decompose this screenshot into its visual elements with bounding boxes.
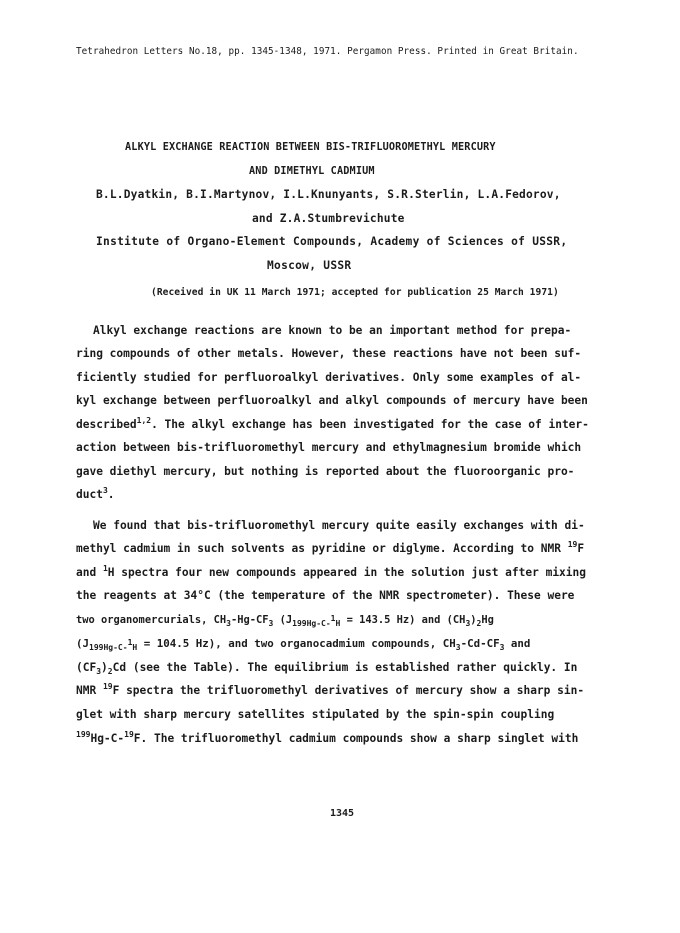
paragraph-2-line-2: methyl cadmium in such solvents as pyridine or diglyme. According to NMR $^{19}$F	[76, 540, 585, 555]
article-title-line-1: ALKYL EXCHANGE REACTION BETWEEN BIS-TRIFLUOROMETHYL MERCURY	[125, 142, 496, 153]
journal-citation-header: Tetrahedron Letters No.18, pp. 1345-1348, 1971. Pergamon Press. Printed in Great Britain.	[76, 46, 579, 57]
paragraph-1-line-1: Alkyl exchange reactions are known to be an important method for prepa-	[93, 324, 572, 337]
paragraph-2-line-7: $(CF_3)_2Cd$ (see the Table). The equilibrium is established rather quickly. In	[76, 661, 578, 676]
paragraph-1-line-3: ficiently studied for perfluoroalkyl derivatives. Only some examples of al-	[76, 371, 582, 384]
page-number: 1345	[330, 808, 355, 819]
received-date: (Received in UK 11 March 1971; accepted for publication 25 March 1971)	[151, 287, 559, 298]
paragraph-1-line-4: kyl exchange between perfluoroalkyl and alkyl compounds of mercury have been	[76, 394, 588, 407]
paragraph-2-line-10: $^{199}$Hg-C-$^{19}$F. The trifluoromethyl cadmium compounds show a sharp singlet with	[76, 730, 579, 745]
institution-line-1: Institute of Organo-Element Compounds, Academy of Sciences of USSR,	[96, 235, 568, 248]
authors-line-1: B.L.Dyatkin, B.I.Martynov, I.L.Knunyants, S.R.Sterlin, L.A.Fedorov,	[96, 188, 561, 201]
paragraph-2-line-8: NMR $^{19}$F spectra the trifluoromethyl derivatives of mercury show a sharp sin-	[76, 682, 585, 697]
paragraph-2-line-6: ($J_{199Hg-C-^1H} = 104.5$ Hz), and two organocadmium compounds, $CH_3-Cd-CF_3$ and	[76, 637, 531, 652]
paragraph-2-line-5: two organomercurials, $CH_3-Hg-CF_3$ ($J_{199Hg-C-^1H} = 143.5$ Hz) and $(CH_3)_2Hg$	[76, 614, 494, 628]
paragraph-1-line-2: ring compounds of other metals. However, these reactions have not been suf-	[76, 347, 582, 360]
paragraph-2-line-4: the reagents at 34°C (the temperature of the NMR spectrometer). These were	[76, 589, 575, 602]
paragraph-2-line-1: We found that bis-trifluoromethyl mercury quite easily exchanges with di-	[93, 519, 585, 532]
authors-line-2: and Z.A.Stumbrevichute	[252, 212, 405, 225]
paragraph-2-line-3: and $^1$H spectra four new compounds appeared in the solution just after mixing	[76, 564, 586, 579]
article-title-line-2: AND DIMETHYL CADMIUM	[249, 166, 375, 177]
paragraph-2-line-9: glet with sharp mercury satellites stipulated by the spin-spin coupling	[76, 708, 555, 721]
paragraph-1-line-8: duct$^3$.	[76, 486, 115, 501]
paragraph-1-line-5: described$^{1,2}$. The alkyl exchange has been investigated for the case of inter-	[76, 416, 589, 431]
institution-line-2: Moscow, USSR	[267, 259, 352, 272]
paragraph-1-line-7: gave diethyl mercury, but nothing is reported about the fluoroorganic pro-	[76, 465, 575, 478]
paragraph-1-line-6: action between bis-trifluoromethyl mercury and ethylmagnesium bromide which	[76, 441, 582, 454]
